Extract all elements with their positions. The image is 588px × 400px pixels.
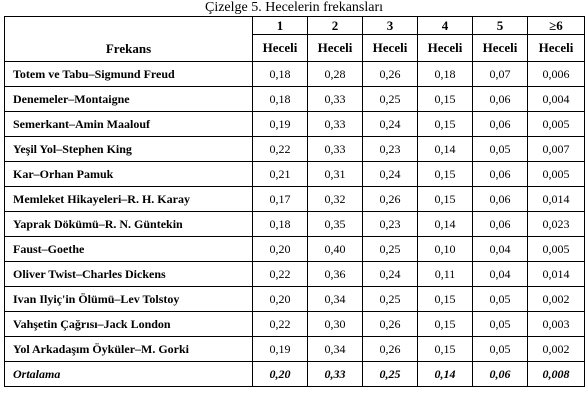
average-value-cell: 0,14 <box>418 362 473 387</box>
frequency-cell: 0,014 <box>528 262 585 287</box>
book-title-cell: Oliver Twist–Charles Dickens <box>5 262 253 287</box>
column-header-number: ≥6 <box>528 17 585 35</box>
book-title-cell: Yaprak Dökümü–R. N. Güntekin <box>5 212 253 237</box>
frequency-cell: 0,06 <box>473 187 528 212</box>
frequency-cell: 0,25 <box>363 87 418 112</box>
frequency-cell: 0,002 <box>528 287 585 312</box>
frequency-cell: 0,24 <box>363 262 418 287</box>
frequency-cell: 0,003 <box>528 312 585 337</box>
row-label-header: Frekans <box>5 17 253 62</box>
table-caption: Çizelge 5. Hecelerin frekansları <box>204 0 384 15</box>
frequency-cell: 0,023 <box>528 212 585 237</box>
table-row <box>5 212 585 237</box>
table-row <box>5 237 585 262</box>
frequency-cell: 0,24 <box>363 162 418 187</box>
frequency-cell: 0,22 <box>253 312 308 337</box>
frequency-cell: 0,18 <box>253 87 308 112</box>
table-row <box>5 62 585 87</box>
frequency-cell: 0,014 <box>528 187 585 212</box>
frequency-cell: 0,15 <box>418 312 473 337</box>
average-value-cell: 0,06 <box>473 362 528 387</box>
column-header-number: 4 <box>418 17 473 35</box>
table-row <box>5 287 585 312</box>
frequency-cell: 0,33 <box>308 87 363 112</box>
frequency-cell: 0,31 <box>308 162 363 187</box>
frequency-cell: 0,05 <box>473 312 528 337</box>
frequency-cell: 0,05 <box>473 137 528 162</box>
table-body <box>5 62 585 387</box>
book-title-cell: Kar–Orhan Pamuk <box>5 162 253 187</box>
frequency-cell: 0,22 <box>253 262 308 287</box>
frequency-cell: 0,06 <box>473 87 528 112</box>
frequency-cell: 0,26 <box>363 187 418 212</box>
frequency-cell: 0,15 <box>418 162 473 187</box>
frequency-cell: 0,19 <box>253 337 308 362</box>
frequency-cell: 0,25 <box>363 237 418 262</box>
frequency-cell: 0,04 <box>473 237 528 262</box>
frequency-cell: 0,14 <box>418 212 473 237</box>
frequency-cell: 0,25 <box>363 287 418 312</box>
frequency-cell: 0,005 <box>528 112 585 137</box>
frequency-cell: 0,14 <box>418 137 473 162</box>
table-row <box>5 312 585 337</box>
table-row <box>5 337 585 362</box>
frequency-cell: 0,32 <box>308 187 363 212</box>
frequency-cell: 0,07 <box>473 62 528 87</box>
table-row <box>5 137 585 162</box>
book-title-cell: Faust–Goethe <box>5 237 253 262</box>
frequency-cell: 0,002 <box>528 337 585 362</box>
frequency-cell: 0,21 <box>253 162 308 187</box>
frequency-cell: 0,36 <box>308 262 363 287</box>
frequency-cell: 0,06 <box>473 162 528 187</box>
syllable-frequency-table <box>4 16 585 387</box>
frequency-cell: 0,26 <box>363 62 418 87</box>
frequency-cell: 0,30 <box>308 312 363 337</box>
column-header-label: Heceli <box>528 35 585 62</box>
frequency-cell: 0,33 <box>308 112 363 137</box>
column-header-label: Heceli <box>363 35 418 62</box>
average-value-cell: 0,008 <box>528 362 585 387</box>
average-value-cell: 0,33 <box>308 362 363 387</box>
frequency-cell: 0,20 <box>253 287 308 312</box>
frequency-cell: 0,06 <box>473 112 528 137</box>
book-title-cell: Semerkant–Amin Maalouf <box>5 112 253 137</box>
frequency-cell: 0,18 <box>253 62 308 87</box>
column-header-number: 2 <box>308 17 363 35</box>
column-header-label: Heceli <box>473 35 528 62</box>
frequency-cell: 0,35 <box>308 212 363 237</box>
column-header-label: Heceli <box>253 35 308 62</box>
book-title-cell: Memleket Hikayeleri–R. H. Karay <box>5 187 253 212</box>
frequency-cell: 0,005 <box>528 237 585 262</box>
book-title-cell: Yeşil Yol–Stephen King <box>5 137 253 162</box>
average-label-cell: Ortalama <box>5 362 253 387</box>
frequency-cell: 0,33 <box>308 137 363 162</box>
table-row <box>5 187 585 212</box>
table-row <box>5 162 585 187</box>
frequency-cell: 0,34 <box>308 287 363 312</box>
frequency-cell: 0,04 <box>473 262 528 287</box>
book-title-cell: Vahşetin Çağrısı–Jack London <box>5 312 253 337</box>
frequency-cell: 0,05 <box>473 287 528 312</box>
frequency-cell: 0,15 <box>418 187 473 212</box>
frequency-cell: 0,10 <box>418 237 473 262</box>
header-row-numbers <box>5 17 585 35</box>
frequency-cell: 0,23 <box>363 137 418 162</box>
column-header-number: 3 <box>363 17 418 35</box>
frequency-cell: 0,15 <box>418 337 473 362</box>
column-header-number: 1 <box>253 17 308 35</box>
column-header-label: Heceli <box>418 35 473 62</box>
frequency-cell: 0,26 <box>363 312 418 337</box>
frequency-cell: 0,20 <box>253 237 308 262</box>
frequency-cell: 0,06 <box>473 212 528 237</box>
frequency-cell: 0,40 <box>308 237 363 262</box>
frequency-cell: 0,004 <box>528 87 585 112</box>
frequency-cell: 0,24 <box>363 112 418 137</box>
frequency-cell: 0,15 <box>418 287 473 312</box>
frequency-cell: 0,22 <box>253 137 308 162</box>
frequency-cell: 0,11 <box>418 262 473 287</box>
table-row <box>5 262 585 287</box>
frequency-cell: 0,26 <box>363 337 418 362</box>
column-header-number: 5 <box>473 17 528 35</box>
frequency-cell: 0,005 <box>528 162 585 187</box>
book-title-cell: Denemeler–Montaigne <box>5 87 253 112</box>
column-header-label: Heceli <box>308 35 363 62</box>
frequency-cell: 0,18 <box>418 62 473 87</box>
frequency-cell: 0,15 <box>418 112 473 137</box>
book-title-cell: Yol Arkadaşım Öyküler–M. Gorki <box>5 337 253 362</box>
frequency-cell: 0,18 <box>253 212 308 237</box>
frequency-cell: 0,19 <box>253 112 308 137</box>
frequency-cell: 0,28 <box>308 62 363 87</box>
frequency-cell: 0,006 <box>528 62 585 87</box>
frequency-cell: 0,17 <box>253 187 308 212</box>
frequency-cell: 0,15 <box>418 87 473 112</box>
table-row <box>5 87 585 112</box>
average-row <box>5 362 585 387</box>
average-value-cell: 0,25 <box>363 362 418 387</box>
frequency-cell: 0,05 <box>473 337 528 362</box>
frequency-cell: 0,007 <box>528 137 585 162</box>
frequency-cell: 0,23 <box>363 212 418 237</box>
table-row <box>5 112 585 137</box>
frequency-cell: 0,34 <box>308 337 363 362</box>
book-title-cell: Totem ve Tabu–Sigmund Freud <box>5 62 253 87</box>
average-value-cell: 0,20 <box>253 362 308 387</box>
book-title-cell: Ivan Ilyiç'in Ölümü–Lev Tolstoy <box>5 287 253 312</box>
